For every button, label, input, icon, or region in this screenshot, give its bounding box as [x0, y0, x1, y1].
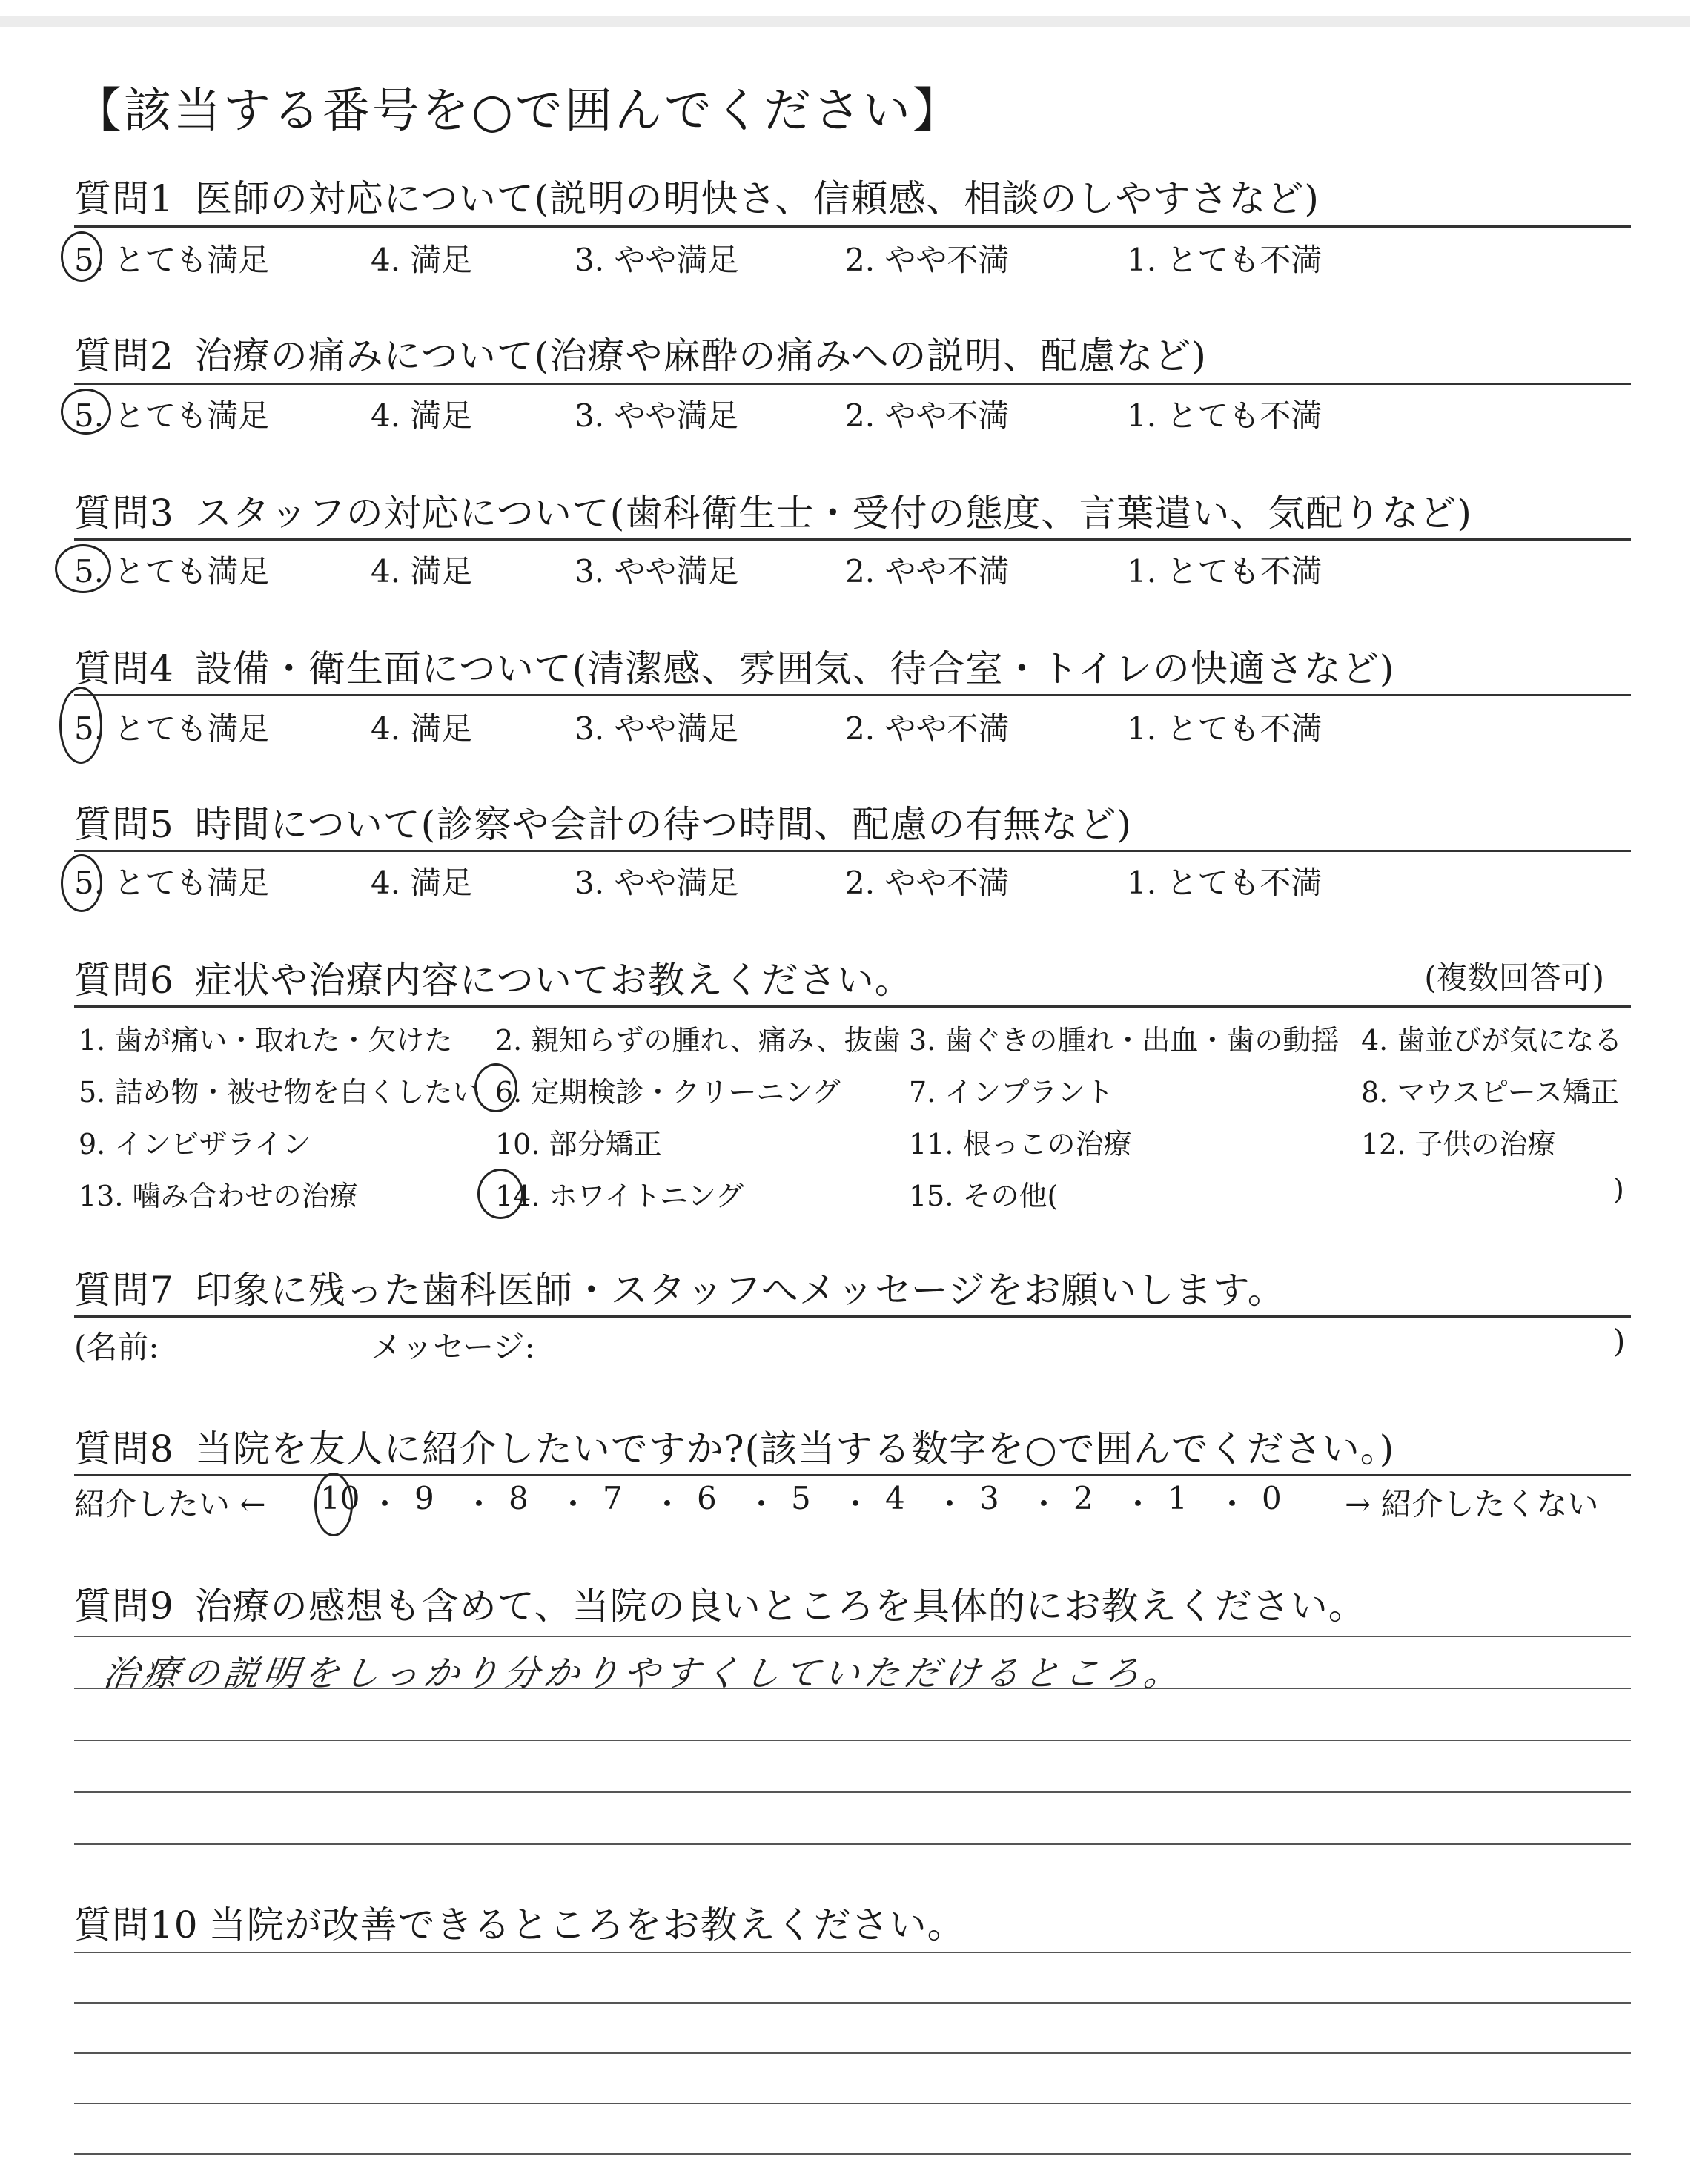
option-4[interactable]: 4. 満足: [371, 710, 473, 747]
symptom-option-12[interactable]: 12. 子供の治療: [1361, 1128, 1556, 1160]
option-2[interactable]: 2. やや不満: [845, 397, 1010, 434]
symptom-option-13[interactable]: 13. 噛み合わせの治療: [79, 1180, 358, 1212]
scale-separator: ・: [652, 1486, 683, 1522]
answer-circle-mark: [61, 389, 111, 435]
message-close-paren: ): [1613, 1323, 1626, 1359]
question-number: 質問1: [74, 177, 174, 220]
question-text: 治療の痛みについて(治療や麻酔の痛みへの説明、配慮など): [194, 334, 1207, 377]
scan-edge: [0, 16, 1690, 27]
writing-line: [74, 1843, 1631, 1845]
answer-circle-mark: [59, 687, 102, 764]
symptom-option-7[interactable]: 7. インプラント: [909, 1076, 1114, 1109]
option-1[interactable]: 1. とても不満: [1127, 553, 1323, 589]
question-number: 質問7: [74, 1269, 174, 1312]
multiple-answers-note: (複数回答可): [1424, 960, 1604, 996]
question-number: 質問2: [74, 334, 174, 377]
writing-line: [74, 1688, 1631, 1689]
option-5[interactable]: 5. とても満足: [74, 710, 270, 747]
symptom-option-1[interactable]: 1. 歯が痛い・取れた・欠けた: [79, 1024, 453, 1057]
option-2[interactable]: 2. やや不満: [845, 710, 1010, 747]
scale-value-6[interactable]: 6: [697, 1480, 717, 1516]
scale-separator: ・: [557, 1486, 589, 1522]
recommend-right-label: → 紹介したくない: [1345, 1486, 1599, 1522]
writing-line: [74, 2002, 1631, 2004]
question-number: 質問6: [74, 959, 174, 1002]
option-3[interactable]: 3. やや満足: [575, 865, 739, 901]
scale-value-7[interactable]: 7: [603, 1480, 623, 1516]
page-title: 【該当する番号を○で囲んでください】: [74, 84, 962, 139]
question-number: 質問8: [74, 1427, 174, 1470]
option-4[interactable]: 4. 満足: [371, 553, 473, 589]
question-heading: [74, 639, 1394, 693]
handwritten-answer: 治療の説明をしっかり分かりやすくしていただけるところ。: [100, 1653, 1188, 1694]
question-heading: [74, 169, 1320, 222]
writing-line: [74, 2153, 1631, 2155]
scale-separator: ・: [1028, 1486, 1060, 1522]
writing-line: [74, 1636, 1631, 1637]
scale-separator: ・: [840, 1486, 872, 1522]
answer-circle-mark: [477, 1169, 523, 1219]
scale-separator: ・: [1217, 1486, 1248, 1522]
question-number: 質問10: [74, 1903, 199, 1946]
symptom-option-5[interactable]: 5. 詰め物・被せ物を白くしたい: [79, 1076, 481, 1109]
option-3[interactable]: 3. やや満足: [575, 397, 739, 434]
answer-circle-mark: [314, 1473, 353, 1536]
option-4[interactable]: 4. 満足: [371, 397, 473, 434]
answer-circle-mark: [55, 544, 111, 593]
question-number: 質問5: [74, 803, 174, 846]
answer-circle-mark: [474, 1063, 517, 1112]
option-1[interactable]: 1. とても不満: [1127, 397, 1323, 434]
question-heading: [74, 1261, 1285, 1314]
option-4[interactable]: 4. 満足: [371, 242, 473, 278]
writing-line: [74, 1740, 1631, 1741]
question-text: 症状や治療内容についてお教えください。: [194, 959, 913, 1002]
scale-value-4[interactable]: 4: [885, 1480, 905, 1516]
writing-line: [74, 2103, 1631, 2104]
option-3[interactable]: 3. やや満足: [575, 710, 739, 747]
question-heading: [74, 1419, 1394, 1473]
question-text: 医師の対応について(説明の明快さ、信頼感、相談のしやすさなど): [194, 177, 1320, 220]
symptom-option-14[interactable]: 14. ホワイトニング: [495, 1180, 744, 1212]
answer-rule: [74, 1005, 1631, 1008]
scale-value-5[interactable]: 5: [791, 1480, 811, 1516]
symptom-option-8[interactable]: 8. マウスピース矯正: [1361, 1076, 1619, 1109]
question-heading: [74, 1576, 1366, 1630]
answer-rule: [74, 538, 1631, 541]
scale-value-0[interactable]: 0: [1262, 1480, 1282, 1516]
writing-line: [74, 1791, 1631, 1793]
writing-line: [74, 2052, 1631, 2054]
option-3[interactable]: 3. やや満足: [575, 242, 739, 278]
answer-rule: [74, 383, 1631, 385]
symptom-option-11[interactable]: 11. 根っこの治療: [909, 1128, 1132, 1160]
scale-value-10[interactable]: 10: [320, 1480, 360, 1516]
question-text: スタッフの対応について(歯科衛生士・受付の態度、言葉遣い、気配りなど): [194, 492, 1472, 535]
option-3[interactable]: 3. やや満足: [575, 553, 739, 589]
question-text: 印象に残った歯科医師・スタッフへメッセージをお願いします。: [194, 1269, 1285, 1312]
scale-separator: ・: [1122, 1486, 1154, 1522]
symptom-option-4[interactable]: 4. 歯並びが気になる: [1361, 1024, 1623, 1057]
answer-rule: [74, 1315, 1631, 1318]
option-5[interactable]: 5. とても満足: [74, 242, 270, 278]
symptom-option-10[interactable]: 10. 部分矯正: [495, 1128, 662, 1160]
question-heading: [74, 1895, 965, 1949]
recommend-left-label: 紹介したい ←: [74, 1486, 266, 1522]
option-1[interactable]: 1. とても不満: [1127, 710, 1323, 747]
message-field-label: メッセージ:: [371, 1329, 535, 1365]
option-4[interactable]: 4. 満足: [371, 865, 473, 901]
question-number: 質問3: [74, 492, 174, 535]
question-text: 当院が改善できるところをお教えください。: [208, 1903, 965, 1946]
scale-value-8[interactable]: 8: [509, 1480, 529, 1516]
symptom-option-9[interactable]: 9. インビザライン: [79, 1128, 311, 1160]
scale-value-3[interactable]: 3: [979, 1480, 999, 1516]
answer-rule: [74, 1474, 1631, 1476]
option-1[interactable]: 1. とても不満: [1127, 865, 1323, 901]
option-2[interactable]: 2. やや不満: [845, 553, 1010, 589]
answer-rule: [74, 850, 1631, 852]
answer-circle-mark: [61, 231, 102, 282]
answer-rule: [74, 694, 1631, 696]
writing-line: [74, 1952, 1631, 1953]
question-number: 質問9: [74, 1585, 174, 1628]
scale-value-1[interactable]: 1: [1168, 1480, 1188, 1516]
scale-separator: ・: [934, 1486, 966, 1522]
scale-value-2[interactable]: 2: [1073, 1480, 1093, 1516]
question-heading: [74, 951, 913, 1004]
option-2[interactable]: 2. やや不満: [845, 242, 1010, 278]
question-text: 時間について(診察や会計の待つ時間、配慮の有無など): [194, 803, 1132, 846]
scale-separator: ・: [746, 1486, 778, 1522]
option-5[interactable]: 5. とても満足: [74, 865, 270, 901]
option-2[interactable]: 2. やや不満: [845, 865, 1010, 901]
name-field-label: (名前:: [74, 1329, 159, 1365]
scale-separator: ・: [463, 1486, 495, 1522]
question-text: 設備・衛生面について(清潔感、雰囲気、待合室・トイレの快適さなど): [194, 647, 1395, 690]
answer-circle-mark: [61, 854, 102, 912]
scale-value-9[interactable]: 9: [414, 1480, 434, 1516]
symptom-option-2[interactable]: 2. 親知らずの腫れ、痛み、抜歯: [495, 1024, 901, 1057]
option-1[interactable]: 1. とても不満: [1127, 242, 1323, 278]
question-text: 当院を友人に紹介したいですか?(該当する数字を○で囲んでください。): [194, 1427, 1395, 1470]
question-text: 治療の感想も含めて、当院の良いところを具体的にお教えください。: [194, 1585, 1366, 1628]
symptom-option-3[interactable]: 3. 歯ぐきの腫れ・出血・歯の動揺: [909, 1024, 1340, 1057]
symptom-option-15[interactable]: 15. その他(: [909, 1180, 1059, 1212]
question-heading: [74, 326, 1207, 380]
option-5[interactable]: 5. とても満足: [74, 553, 270, 589]
option-5[interactable]: 5. とても満足: [74, 397, 270, 434]
answer-rule: [74, 225, 1631, 228]
question-number: 質問4: [74, 647, 174, 690]
symptom-option-6[interactable]: 6. 定期検診・クリーニング: [495, 1076, 841, 1109]
question-heading: [74, 483, 1472, 537]
question-heading: [74, 795, 1132, 848]
scale-separator: ・: [369, 1486, 401, 1522]
other-close-paren: ): [1613, 1173, 1624, 1206]
